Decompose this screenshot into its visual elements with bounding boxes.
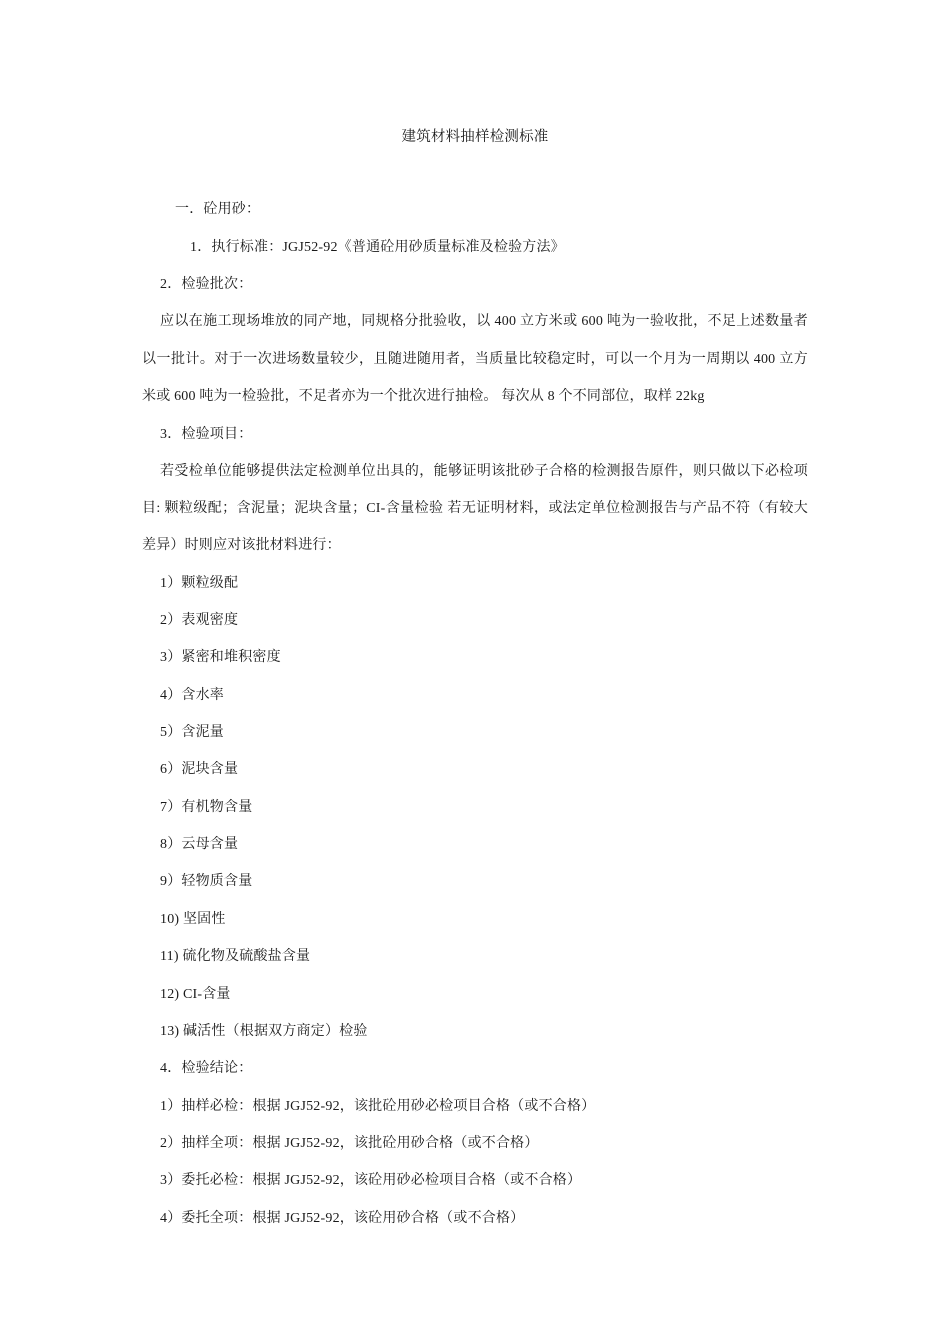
test-item: 11) 硫化物及硫酸盐含量 [160, 949, 311, 964]
standard-item: 1．执行标准：JGJ52-92《普通砼用砂质量标准及检验方法》 [190, 240, 565, 255]
test-item: 4）含水率 [160, 688, 224, 703]
test-item: 1）颗粒级配 [160, 576, 239, 591]
test-item: 12) CI-含量 [160, 987, 231, 1002]
batch-heading: 2．检验批次： [160, 277, 253, 292]
batch-paragraph-line: 应以在施工现场堆放的同产地，同规格分批验收，以 400 立方米或 600 吨为一验收批，不足上述数量者 [160, 314, 808, 329]
test-item: 13) 碱活性（根据双方商定）检验 [160, 1024, 368, 1039]
conclusion-item: 4）委托全项：根据 JGJ52-92，该砼用砂合格（或不合格） [160, 1211, 525, 1226]
test-item: 10) 坚固性 [160, 912, 226, 927]
items-paragraph-line: 差异）时则应对该批材料进行： [142, 538, 341, 553]
test-item: 6）泥块含量 [160, 762, 239, 777]
test-item: 7）有机物含量 [160, 800, 253, 815]
page-title: 建筑材料抽样检测标准 [401, 129, 549, 145]
batch-paragraph-line: 米或 600 吨为一检验批，不足者亦为一个批次进行抽检。 每次从 8 个不同部位，取样 22kg [142, 389, 705, 404]
items-paragraph-line: 若受检单位能够提供法定检测单位出具的，能够证明该批砂子合格的检测报告原件，则只做以下必检项 [160, 464, 808, 479]
section-heading: 一．砼用砂： [175, 202, 261, 217]
test-item: 2）表观密度 [160, 613, 239, 628]
test-item: 5）含泥量 [160, 725, 224, 740]
items-heading: 3．检验项目： [160, 427, 253, 442]
test-item: 9）轻物质含量 [160, 874, 253, 889]
test-item: 8）云母含量 [160, 837, 239, 852]
conclusion-item: 1）抽样必检：根据 JGJ52-92，该批砼用砂必检项目合格（或不合格） [160, 1099, 596, 1114]
test-item: 3）紧密和堆积密度 [160, 650, 281, 665]
conclusion-item: 2）抽样全项：根据 JGJ52-92，该批砼用砂合格（或不合格） [160, 1136, 539, 1151]
batch-paragraph-line: 以一批计。对于一次进场数量较少，且随进随用者，当质量比较稳定时，可以一个月为一周期以 400 立方 [142, 352, 808, 367]
items-paragraph-line: 目: 颗粒级配；含泥量；泥块含量；CI-含量检验 若无证明材料，或法定单位检测报告与产品不符（有较大 [142, 501, 808, 516]
conclusion-item: 3）委托必检：根据 JGJ52-92，该砼用砂必检项目合格（或不合格） [160, 1173, 582, 1188]
conclusion-heading: 4．检验结论： [160, 1061, 253, 1076]
